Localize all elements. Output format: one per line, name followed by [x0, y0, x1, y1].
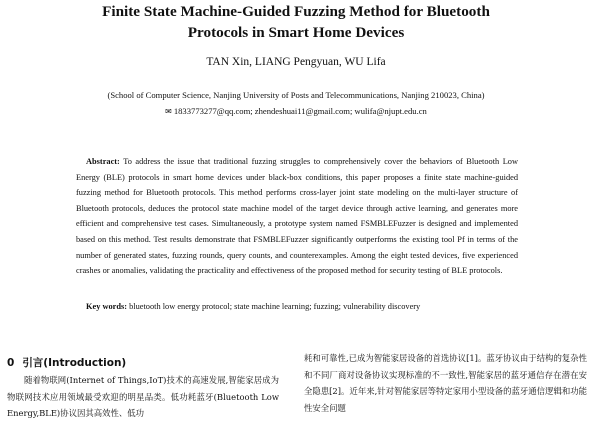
keywords-text: bluetooth low energy protocol; state machine learning; fuzzing; vulnerability discovery	[129, 302, 421, 311]
keywords	[76, 300, 518, 313]
affiliation: (School of Computer Science, Nanjing University of Posts and Telecommunications, Nanjing 210023, China)	[107, 90, 485, 100]
title-line-2: Protocols in Smart Home Devices	[187, 24, 405, 41]
section-number: 0	[7, 357, 15, 369]
abstract-label: Abstract:	[86, 157, 120, 166]
left-column	[7, 356, 279, 422]
email-addresses: 1833773277@qq.com; zhendeshuai11@gmail.com; wulifa@njupt.edu.cn	[173, 106, 427, 116]
intro-paragraph-right: 耗和可靠性,已成为智能家居设备的首选协议[1]。蓝牙协议由于结构的复杂性和不同厂商对设备协议实现标准的不一致性,智能家居的蓝牙通信存在潜在安全隐患[2]。近年来,针对智能家居等特定家用小型设备的蓝牙通信逻辑和功能性安全问题	[304, 353, 587, 413]
intro-paragraph-left: 随着物联网(Internet of Things,IoT)技术的高速发展,智能家居成为物联网技术应用领域最受欢迎的明星品类。低功耗蓝牙(Bluetooth Low Energy,BLE)协议因其高效性、低功	[7, 375, 279, 418]
title-line-1: Finite State Machine-Guided Fuzzing Method for Bluetooth	[102, 3, 490, 20]
section-heading	[7, 356, 279, 371]
keywords-label: Key words:	[86, 302, 128, 311]
envelope-icon: ✉	[165, 107, 172, 116]
abstract-text: To address the issue that traditional fuzzing struggles to comprehensively cover the behaviors of Bluetooth Low Energy (BLE) protocols in smart home devices under black-box conditions, this paper proposes a finite state machine-guided fuzzing method for Bluetooth protocols. This method performs cross-layer joint state modeling on the multi-layer structure of Bluetooth protocols, deduces the protocol state machine model of the target device through active learning, and generates more efficient and comprehensive test cases. Simultaneously, a prototype system named FSMBLEFuzzer is designed and implemented based on this method. Test results demonstrate that FSMBLEFuzzer significantly outperforms the existing tool Pf in terms of the number of generated states, fuzzing rounds, query counts, and counterexamples. Among the eight tested devices, five experienced crashes or anomalies, validating the practicality and effectiveness of the proposed method for security testing of BLE protocols.	[76, 157, 519, 276]
authors: TAN Xin, LIANG Pengyuan, WU Lifa	[206, 56, 386, 68]
abstract	[76, 154, 518, 279]
section-title: 引言(Introduction)	[22, 357, 127, 369]
email-line	[0, 105, 592, 118]
right-column	[304, 350, 587, 416]
paper-title	[0, 1, 592, 43]
